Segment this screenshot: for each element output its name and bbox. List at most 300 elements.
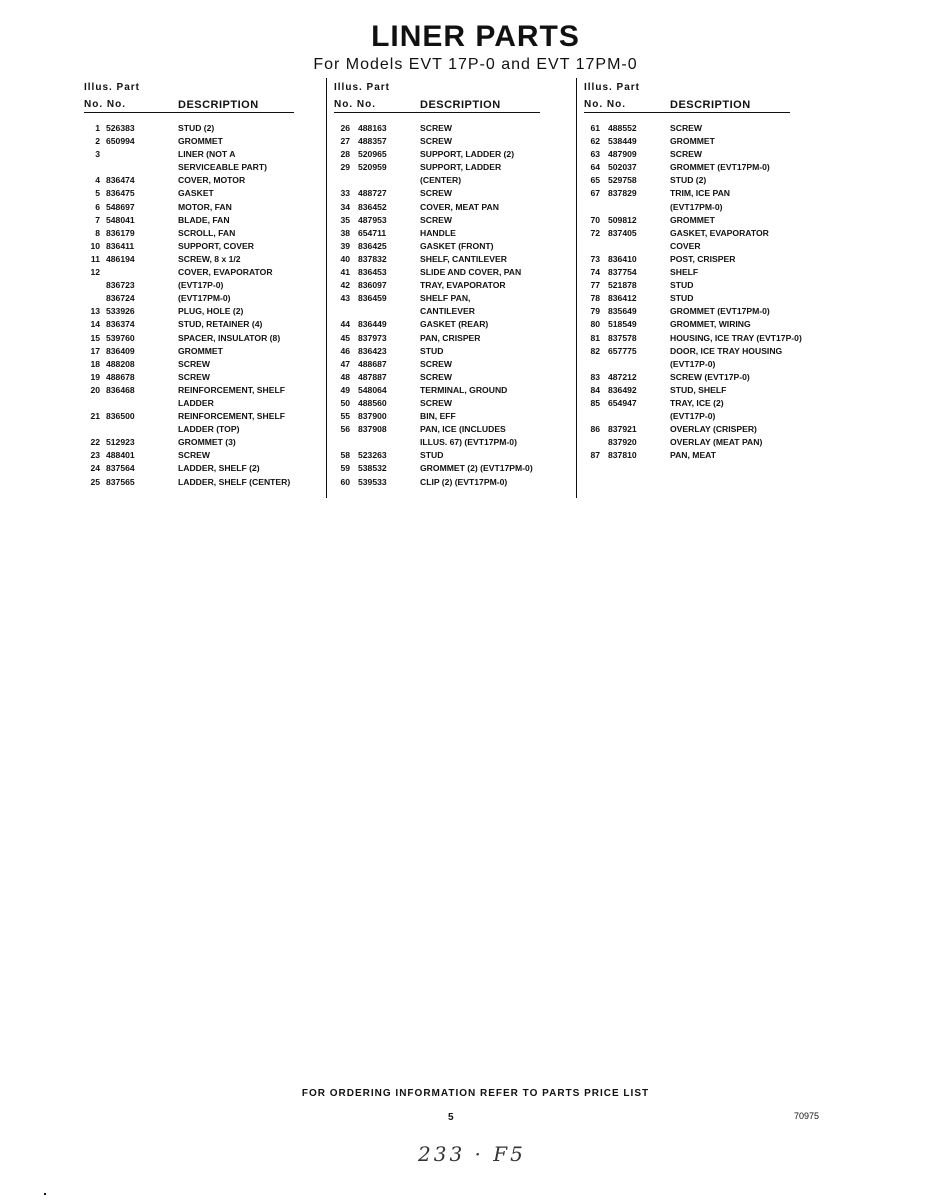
parts-row (584, 410, 839, 423)
illus-number: 46 (340, 345, 350, 356)
part-description: OVERLAY (CRISPER) (670, 424, 757, 435)
part-number: 837578 (608, 332, 637, 343)
illus-number: 39 (340, 240, 350, 251)
part-description: SUPPORT, COVER (178, 240, 254, 251)
part-description: GROMMET (EVT17PM-0) (670, 306, 770, 317)
parts-column-3 (584, 82, 839, 462)
part-description: COVER, MOTOR (178, 175, 246, 186)
part-description: GROMMET (3) (178, 437, 236, 448)
part-description: REINFORCEMENT, SHELF (178, 384, 285, 395)
part-description: SLIDE AND COVER, PAN (420, 267, 522, 278)
parts-row (334, 397, 574, 410)
parts-row (84, 305, 324, 318)
part-description: SCREW (670, 123, 702, 133)
part-number: 837810 (608, 450, 637, 461)
part-description: SCREW (420, 358, 452, 369)
illus-number: 64 (590, 162, 600, 173)
part-number: 837973 (358, 332, 387, 343)
parts-row (84, 161, 324, 174)
part-number: 487887 (358, 371, 387, 382)
part-number: 521878 (608, 280, 637, 291)
part-description: HOUSING, ICE TRAY (EVT17P-0) (670, 332, 802, 343)
part-number: 837565 (106, 476, 135, 487)
part-description: SCROLL, FAN (178, 227, 236, 238)
part-description: STUD (420, 345, 444, 356)
part-description: LINER (NOT A (178, 149, 236, 160)
part-description: SUPPORT, LADDER (2) (420, 149, 515, 160)
part-number: 650994 (106, 136, 135, 147)
parts-row (584, 292, 839, 305)
parts-row (584, 201, 839, 214)
part-number: 526383 (106, 123, 135, 133)
part-number: 836409 (106, 345, 135, 356)
part-description: SCREW (420, 123, 452, 133)
part-number: 837920 (608, 437, 637, 448)
parts-row (334, 279, 574, 292)
parts-row (334, 436, 574, 449)
parts-row (584, 436, 839, 449)
part-number: 837900 (358, 411, 387, 422)
part-description: SCREW (420, 214, 452, 225)
parts-row (84, 201, 324, 214)
part-description: POST, CRISPER (670, 253, 736, 264)
parts-row (84, 436, 324, 449)
parts-row (584, 174, 839, 187)
part-description: GROMMET (670, 136, 715, 147)
illus-number: 19 (90, 371, 100, 382)
part-number: 836475 (106, 188, 135, 199)
parts-row (584, 345, 839, 358)
column-divider-1 (326, 78, 327, 498)
part-number: 518549 (608, 319, 637, 330)
part-description: OVERLAY (MEAT PAN) (670, 437, 763, 448)
parts-row (334, 227, 574, 240)
part-description: (EVT17P-0) (178, 280, 224, 291)
part-description: LADDER, SHELF (CENTER) (178, 476, 291, 487)
part-number: 654711 (358, 227, 387, 238)
header-underline (84, 112, 294, 113)
part-description: GASKET (178, 188, 214, 199)
illus-number: 44 (340, 319, 350, 330)
illus-number: 61 (590, 123, 600, 133)
parts-row (84, 462, 324, 475)
part-number: 502037 (608, 162, 637, 173)
parts-row (84, 292, 324, 305)
illus-number: 22 (90, 437, 100, 448)
parts-row (584, 240, 839, 253)
part-description: MOTOR, FAN (178, 201, 232, 212)
header-description: DESCRIPTION (178, 99, 259, 111)
part-description: ILLUS. 67) (EVT17PM-0) (420, 437, 517, 448)
part-description: REINFORCEMENT, SHELF (178, 411, 285, 422)
part-description: PAN, ICE (INCLUDES (420, 424, 506, 435)
part-description: (EVT17P-0) (670, 411, 716, 422)
parts-row (84, 332, 324, 345)
parts-column-2 (334, 82, 574, 489)
part-description: STUD (420, 450, 444, 461)
illus-number: 79 (590, 306, 600, 317)
part-description: STUD (2) (178, 123, 215, 133)
header-description: DESCRIPTION (670, 99, 751, 111)
part-description: GASKET, EVAPORATOR (670, 227, 769, 238)
part-description: SCREW (178, 450, 210, 461)
part-description: SCREW (420, 397, 452, 408)
illus-number: 14 (90, 319, 100, 330)
part-description: GROMMET (EVT17PM-0) (670, 162, 770, 173)
parts-list (584, 122, 839, 462)
parts-row (84, 358, 324, 371)
part-number: 548064 (358, 384, 387, 395)
illus-number: 8 (95, 227, 100, 238)
header-no-no: No. No. (584, 99, 626, 110)
parts-row (334, 292, 574, 305)
part-description: STUD (670, 293, 694, 304)
illus-number: 21 (90, 411, 100, 422)
part-number: 836425 (358, 240, 387, 251)
part-number: 836474 (106, 175, 135, 186)
parts-row (84, 266, 324, 279)
part-description: SCREW (420, 136, 452, 147)
part-description: LADDER, SHELF (2) (178, 463, 260, 474)
parts-row (584, 358, 839, 371)
illus-number: 2 (95, 136, 100, 147)
part-description: STUD, RETAINER (4) (178, 319, 263, 330)
part-description: GROMMET (2) (EVT17PM-0) (420, 463, 533, 474)
part-number: 533926 (106, 306, 135, 317)
illus-number: 72 (590, 227, 600, 238)
header-no-no: No. No. (334, 99, 376, 110)
illus-number: 45 (340, 332, 350, 343)
part-number: 835649 (608, 306, 637, 317)
parts-row (584, 318, 839, 331)
part-number: 837564 (106, 463, 135, 474)
parts-row (334, 305, 574, 318)
parts-row (334, 240, 574, 253)
illus-number: 62 (590, 136, 600, 147)
parts-row (84, 214, 324, 227)
illus-number: 24 (90, 463, 100, 474)
part-description: GROMMET (670, 214, 715, 225)
part-number: 488401 (106, 450, 135, 461)
illus-number: 38 (340, 227, 350, 238)
part-description: SCREW (EVT17P-0) (670, 371, 750, 382)
part-number: 836410 (608, 253, 637, 264)
part-description: SCREW (670, 149, 702, 160)
illus-number: 82 (590, 345, 600, 356)
illus-number: 6 (95, 201, 100, 212)
illus-number: 11 (90, 253, 100, 264)
illus-number: 47 (340, 358, 350, 369)
illus-number: 74 (590, 267, 600, 278)
illus-number: 15 (90, 332, 100, 343)
part-number: 837908 (358, 424, 387, 435)
part-number: 488727 (358, 188, 387, 199)
part-number: 836097 (358, 280, 387, 291)
illus-number: 33 (340, 188, 350, 199)
part-description: TRAY, EVAPORATOR (420, 280, 506, 291)
illus-number: 27 (340, 136, 350, 147)
illus-number: 35 (340, 214, 350, 225)
parts-row (334, 410, 574, 423)
part-number: 538449 (608, 136, 637, 147)
illus-number: 70 (590, 214, 600, 225)
part-number: 548041 (106, 214, 135, 225)
parts-row (334, 462, 574, 475)
parts-row (84, 148, 324, 161)
illus-number: 80 (590, 319, 600, 330)
header-illus-part: Illus. Part (84, 82, 141, 93)
part-description: BIN, EFF (420, 411, 456, 422)
part-description: SUPPORT, LADDER (420, 162, 502, 173)
illus-number: 60 (340, 476, 350, 487)
illus-number: 48 (340, 371, 350, 382)
parts-row (84, 371, 324, 384)
part-number: 836423 (358, 345, 387, 356)
illus-number: 59 (340, 463, 350, 474)
parts-row (84, 122, 324, 135)
column-divider-2 (576, 78, 577, 498)
illus-number: 26 (340, 123, 350, 133)
part-description: PLUG, HOLE (2) (178, 306, 244, 317)
part-description: COVER (670, 240, 701, 251)
part-description: TERMINAL, GROUND (420, 384, 508, 395)
parts-row (584, 161, 839, 174)
part-number: 548697 (106, 201, 135, 212)
illus-number: 73 (590, 253, 600, 264)
part-description: (CENTER) (420, 175, 462, 186)
part-number: 837832 (358, 253, 387, 264)
illus-number: 49 (340, 384, 350, 395)
part-number: 488687 (358, 358, 387, 369)
parts-row (584, 423, 839, 436)
part-number: 539533 (358, 476, 387, 487)
part-number: 488163 (358, 123, 387, 133)
parts-row (584, 122, 839, 135)
parts-row (584, 449, 839, 462)
part-description: CLIP (2) (EVT17PM-0) (420, 476, 508, 487)
part-number: 836723 (106, 280, 135, 291)
part-number: 836724 (106, 293, 135, 304)
illus-number: 85 (590, 397, 600, 408)
parts-row (584, 148, 839, 161)
part-number: 836468 (106, 384, 135, 395)
parts-row (334, 345, 574, 358)
column-header (84, 82, 324, 116)
parts-row (584, 371, 839, 384)
parts-row (84, 345, 324, 358)
illus-number: 29 (340, 162, 350, 173)
parts-row (584, 214, 839, 227)
part-description: CANTILEVER (420, 306, 475, 317)
illus-number: 55 (340, 411, 350, 422)
page-subtitle: For Models EVT 17P-0 and EVT 17PM-0 (313, 56, 638, 73)
part-number: 836452 (358, 201, 387, 212)
illus-number: 58 (340, 450, 350, 461)
illus-number: 78 (590, 293, 600, 304)
part-description: PAN, MEAT (670, 450, 716, 461)
part-number: 837405 (608, 227, 637, 238)
illus-number: 77 (590, 280, 600, 291)
illus-number: 84 (590, 384, 600, 395)
parts-row (334, 318, 574, 331)
parts-row (84, 240, 324, 253)
header-no-no: No. No. (84, 99, 126, 110)
part-number: 529758 (608, 175, 637, 186)
illus-number: 40 (340, 253, 350, 264)
part-description: LADDER (TOP) (178, 424, 240, 435)
parts-row (334, 253, 574, 266)
part-number: 657775 (608, 345, 637, 356)
header-underline (334, 112, 540, 113)
illus-number: 4 (95, 175, 100, 186)
illus-number: 23 (90, 450, 100, 461)
part-number: 539760 (106, 332, 135, 343)
parts-row (334, 122, 574, 135)
part-number: 523263 (358, 450, 387, 461)
parts-row (84, 135, 324, 148)
parts-row (334, 371, 574, 384)
part-number: 836492 (608, 384, 637, 395)
part-number: 488208 (106, 358, 135, 369)
illus-number: 28 (340, 149, 350, 160)
part-number: 836179 (106, 227, 135, 238)
parts-row (334, 449, 574, 462)
part-number: 836374 (106, 319, 135, 330)
part-description: SHELF, CANTILEVER (420, 253, 507, 264)
illus-number: 63 (590, 149, 600, 160)
parts-row (84, 410, 324, 423)
illus-number: 18 (90, 358, 100, 369)
part-description: GASKET (REAR) (420, 319, 489, 330)
parts-row (584, 384, 839, 397)
part-description: HANDLE (420, 227, 456, 238)
part-number: 836449 (358, 319, 387, 330)
parts-row (584, 266, 839, 279)
part-description: SCREW (178, 358, 210, 369)
page-number: 5 (448, 1112, 454, 1123)
parts-row (334, 214, 574, 227)
part-description: SHELF PAN, (420, 293, 471, 304)
part-description: STUD (670, 280, 694, 291)
illus-number: 17 (90, 345, 100, 356)
document-number: 70975 (794, 1111, 820, 1121)
part-description: (EVT17P-0) (670, 358, 716, 369)
part-description: STUD, SHELF (670, 384, 727, 395)
part-number: 487909 (608, 149, 637, 160)
part-number: 487212 (608, 371, 637, 382)
part-description: SCREW (420, 188, 452, 199)
header-illus-part: Illus. Part (584, 82, 641, 93)
parts-row (584, 279, 839, 292)
illus-number: 25 (90, 476, 100, 487)
part-number: 509812 (608, 214, 637, 225)
column-header (584, 82, 839, 116)
parts-row (334, 201, 574, 214)
illus-number: 12 (90, 267, 100, 278)
part-description: SPACER, INSULATOR (8) (178, 332, 281, 343)
parts-row (584, 187, 839, 200)
scan-speck (44, 1193, 46, 1195)
parts-row (334, 187, 574, 200)
parts-row (334, 384, 574, 397)
part-description: STUD (2) (670, 175, 707, 186)
parts-row (334, 174, 574, 187)
part-number: 837754 (608, 267, 637, 278)
illus-number: 87 (590, 450, 600, 461)
illus-number: 42 (340, 280, 350, 291)
parts-row (584, 305, 839, 318)
part-description: SERVICEABLE PART) (178, 162, 267, 173)
part-description: SCREW (178, 371, 210, 382)
parts-row (334, 358, 574, 371)
parts-row (334, 148, 574, 161)
part-number: 538532 (358, 463, 387, 474)
parts-row (84, 476, 324, 489)
parts-row (84, 227, 324, 240)
part-number: 836459 (358, 293, 387, 304)
part-number: 836500 (106, 411, 135, 422)
part-number: 836453 (358, 267, 387, 278)
part-description: COVER, MEAT PAN (420, 201, 499, 212)
parts-row (334, 423, 574, 436)
part-number: 488357 (358, 136, 387, 147)
parts-list (334, 122, 574, 489)
part-description: GASKET (FRONT) (420, 240, 494, 251)
page-title: LINER PARTS (371, 20, 580, 53)
illus-number: 50 (340, 397, 350, 408)
illus-number: 43 (340, 293, 350, 304)
parts-row (584, 397, 839, 410)
illus-number: 65 (590, 175, 600, 186)
parts-row (334, 476, 574, 489)
illus-number: 86 (590, 424, 600, 435)
part-description: (EVT17PM-0) (670, 201, 723, 212)
parts-row (334, 266, 574, 279)
illus-number: 67 (590, 188, 600, 199)
illus-number: 34 (340, 201, 350, 212)
part-number: 488678 (106, 371, 135, 382)
illus-number: 5 (95, 188, 100, 199)
header-description: DESCRIPTION (420, 99, 501, 111)
parts-row (84, 174, 324, 187)
part-number: 836412 (608, 293, 637, 304)
part-description: COVER, EVAPORATOR (178, 267, 273, 278)
parts-row (84, 279, 324, 292)
handwritten-note: 233 · F5 (418, 1142, 526, 1166)
part-description: SCREW, 8 x 1/2 (178, 253, 241, 264)
parts-column-1 (84, 82, 324, 489)
part-description: LADDER (178, 397, 214, 408)
part-number: 654947 (608, 397, 637, 408)
illus-number: 7 (95, 214, 100, 225)
parts-row (84, 384, 324, 397)
part-number: 520959 (358, 162, 387, 173)
part-description: BLADE, FAN (178, 214, 230, 225)
part-number: 488552 (608, 123, 637, 133)
parts-row (334, 332, 574, 345)
parts-row (584, 332, 839, 345)
column-header (334, 82, 574, 116)
part-number: 837921 (608, 424, 637, 435)
part-description: PAN, CRISPER (420, 332, 481, 343)
header-illus-part: Illus. Part (334, 82, 391, 93)
illus-number: 56 (340, 424, 350, 435)
header-underline (584, 112, 790, 113)
part-number: 486194 (106, 253, 135, 264)
parts-row (334, 161, 574, 174)
parts-row (84, 318, 324, 331)
part-number: 488560 (358, 397, 387, 408)
